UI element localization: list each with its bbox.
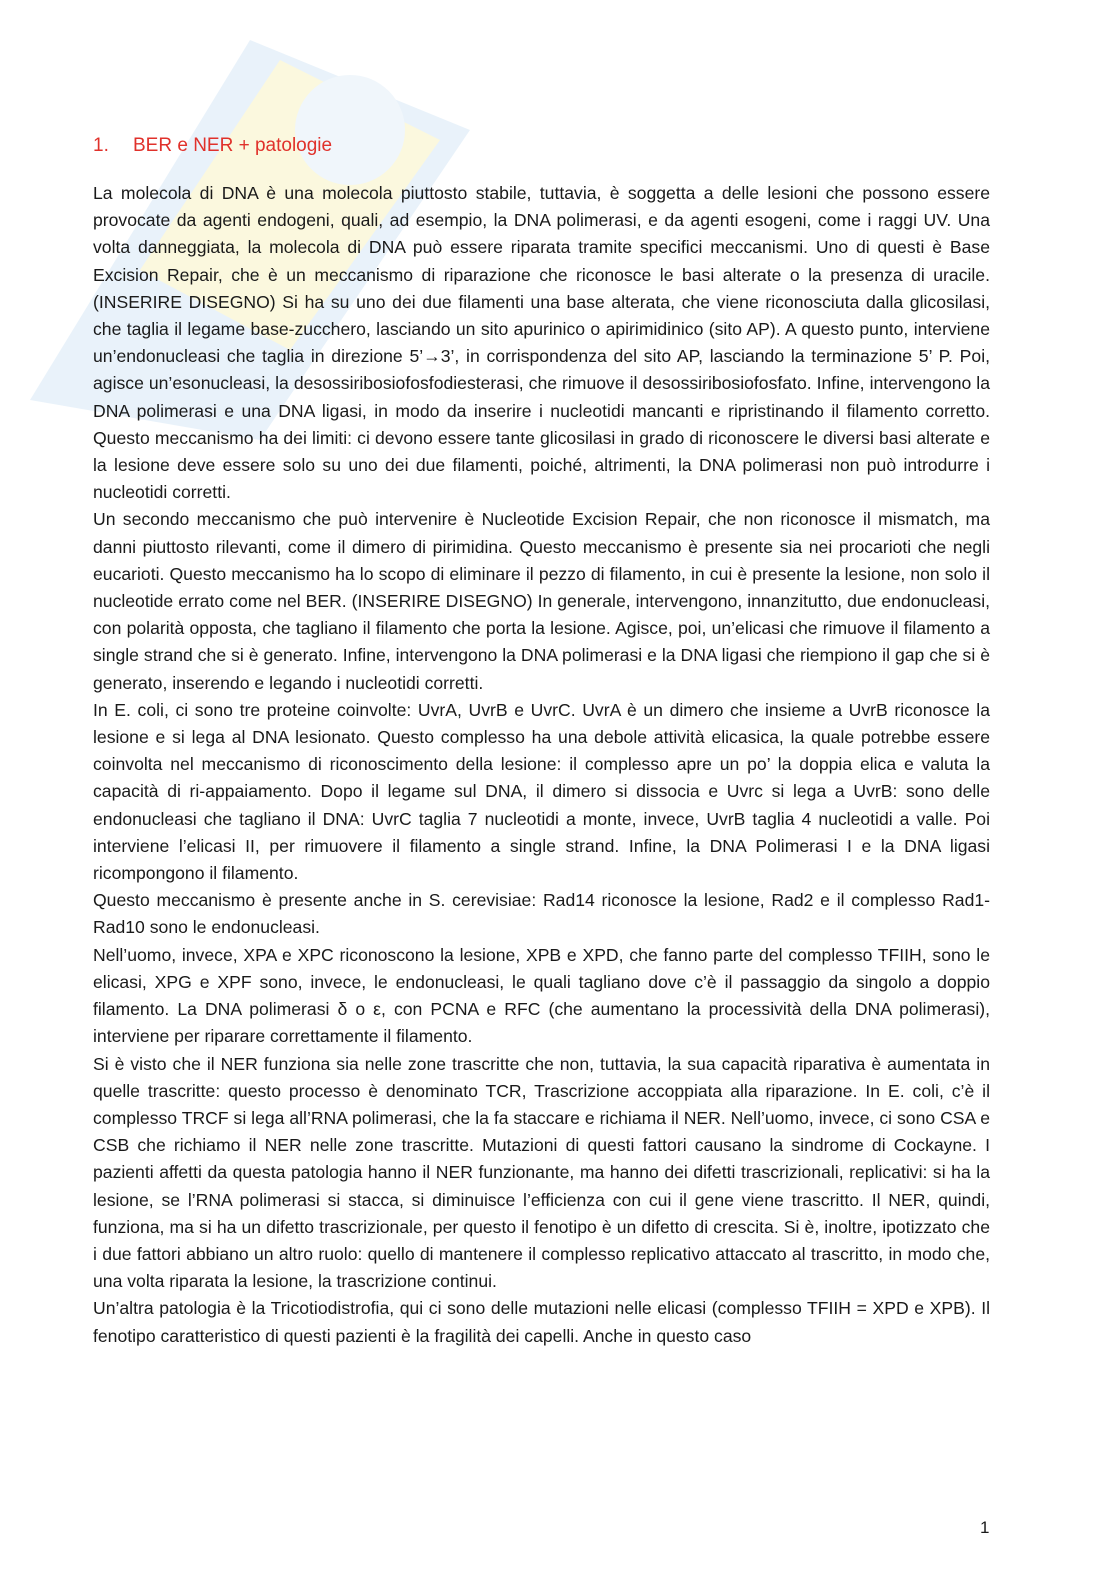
page-number: 1 [980,1518,990,1537]
section-heading [93,130,990,162]
paragraph: Un secondo meccanismo che può intervenire è Nucleotide Excision Repair, che non riconosce il mismatch, ma danni piuttosto rilevanti, come il dimero di pirimidina. Questo meccanismo è presente sia nei procarioti che negli eucarioti. Questo meccanismo ha lo scopo di eliminare il pezzo di filamento, in cui è presente la lesione, non solo il nucleotide errato come nel BER. (INSERIRE DISEGNO) In generale, intervengono, innanzitutto, due endonucleasi, con polarità opposta, che tagliano il filamento che porta la lesione. Agisce, poi, un’elicasi che rimuove il filamento a single strand che si è generato. Infine, intervengono la DNA polimerasi e la DNA ligasi che riempiono il gap che si è generato, inserendo e legando i nucleotidi corretti. [93,509,990,693]
section-title: BER e NER + patologie [133,135,333,156]
paragraph: La molecola di DNA è una molecola piuttosto stabile, tuttavia, è soggetta a delle lesioni che possono essere provocate da agenti endogeni, quali, ad esempio, la DNA polimerasi, e da agenti esogeni, come i raggi UV. Una volta danneggiata, la molecola di DNA può essere riparata tramite specifici meccanismi. Uno di questi è Base Excision Repair, che è un meccanismo di riparazione che riconosce le basi alterate o la presenza di uracile. (INSERIRE DISEGNO) Si ha su uno dei due filamenti una base alterata, che viene riconosciuta dalla glicosilasi, che taglia il legame base-zucchero, lasciando un sito apurinico o apirimidinico (sito AP). A questo punto, interviene un’endonucleasi che taglia in direzione 5’→3’, in corrispondenza del sito AP, lasciando la terminazione 5’ P. Poi, agisce un’esonucleasi, la desossiribosiofosfodiesterasi, che rimuove il desossiribosiofosfato. Infine, intervengono la DNA polimerasi e una DNA ligasi, in modo da inserire i nucleotidi mancanti e ripristinando il filamento corretto. Questo meccanismo ha dei limiti: ci devono essere tante glicosilasi in grado di riconoscere le diversi basi alterate e la lesione deve essere solo su uno dei due filamenti, poiché, altrimenti, la DNA polimerasi non può introdurre i nucleotidi corretti. [93,183,990,503]
paragraph: In E. coli, ci sono tre proteine coinvolte: UvrA, UvrB e UvrC. UvrA è un dimero che insieme a UvrB riconosce la lesione e si lega al DNA lesionato. Questo complesso ha una debole attività elicasica, la quale potrebbe essere coinvolta nel meccanismo di riconoscimento della lesione: il complesso apre un po’ la doppia elica e valuta la capacità di ri-appaiamento. Dopo il legame sul DNA, il dimero si dissocia e Uvrc si lega a UvrB: sono delle endonucleasi che tagliano il DNA: UvrC taglia 7 nucleotidi a monte, invece, UvrB taglia 4 nucleotidi a valle. Poi interviene l’elicasi II, per rimuovere il filamento a single strand. Infine, la DNA Polimerasi I e la DNA ligasi ricompongono il filamento. [93,699,990,884]
paragraph: Si è visto che il NER funziona sia nelle zone trascritte che non, tuttavia, la sua capacità riparativa è aumentata in quelle trascritte: questo processo è denominato TCR, Trascrizione accoppiata alla riparazione. In E. coli, c’è il complesso TRCF si lega all’RNA polimerasi, che la fa staccare e richiama il NER. Nell’uomo, invece, ci sono CSA e CSB che richiamo il NER nelle zone trascritte. Mutazioni di questi fattori causano la sindrome di Cockayne. I pazienti affetti da questa patologia hanno il NER funzionante, ma hanno dei difetti trascrizionali, replicativi: si ha la lesione, se l’RNA polimerasi si stacca, si diminuisce l’efficienza con cui il gene viene trascritto. Il NER, quindi, funziona, ma si ha un difetto trascrizionale, per questo il fenotipo è un difetto di crescita. Si è, inoltre, ipotizzato che i due fattori abbiano un altro ruolo: quello di mantenere il complesso replicativo attaccato al trascritto, in modo che, una volta riparata la lesione, la trascrizione continui. [93,1053,990,1292]
section-number: 1. [93,135,109,156]
paragraph: Un’altra patologia è la Tricotiodistrofia, qui ci sono delle mutazioni nelle elicasi (complesso TFIIH = XPD e XPB). Il fenotipo caratteristico di questi pazienti è la fragilità dei capelli. Anche in questo caso [93,1298,990,1346]
paragraph: Nell’uomo, invece, XPA e XPC riconoscono la lesione, XPB e XPD, che fanno parte del complesso TFIIH, sono le elicasi, XPG e XPF sono, invece, le endonucleasi, le quali tagliano dove c’è il passaggio da singolo a doppio filamento. La DNA polimerasi δ o ε, con PCNA e RFC (che aumentano la processività della DNA polimerasi), interviene per riparare correttamente il filamento. [93,944,990,1047]
document-body [93,130,990,1350]
paragraph: Questo meccanismo è presente anche in S. cerevisiae: Rad14 riconosce la lesione, Rad2 e il complesso Rad1-Rad10 sono le endonucleasi. [93,890,990,938]
